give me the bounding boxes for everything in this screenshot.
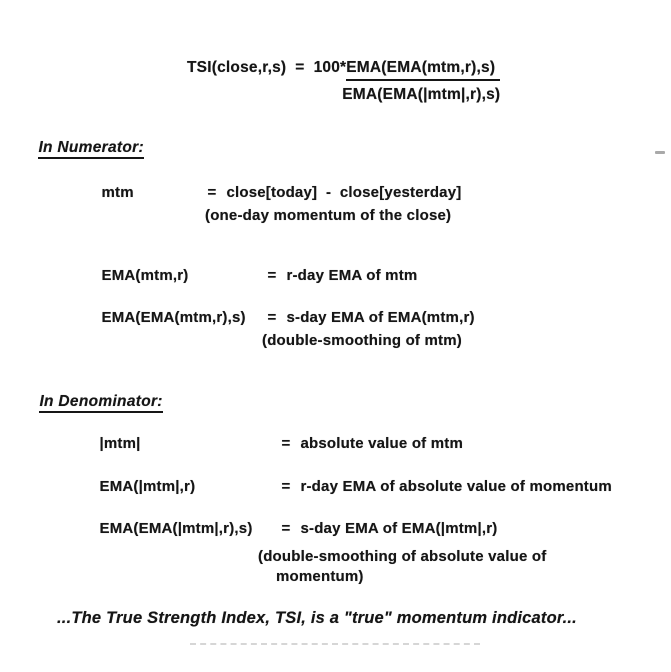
definition-text: s-day EMA of EMA(|mtm|,r) [300,520,498,537]
numerator-heading-text: In Numerator: [38,139,144,159]
term-ema-ema-mtm: EMA(EMA(mtm,r),s) [101,309,246,326]
tsi-formula [187,57,500,105]
definition-text: s-day EMA of EMA(mtm,r) [286,309,475,326]
denominator-heading-text: In Denominator: [39,393,162,413]
equals-sign: = [267,267,277,284]
fraction-denominator: EMA(EMA(|mtm|,r),s) [342,86,501,103]
equals-sign: = [281,520,291,537]
formula-rhs [314,57,501,105]
equals-sign: = [207,184,217,201]
term-ema-abs: EMA(|mtm|,r) [99,478,196,495]
note-double-smoothing-abs-line2: momentum) [276,568,364,585]
scan-artifact-smudge [190,643,480,645]
note-double-smoothing-abs-line1: (double-smoothing of absolute value of [258,548,547,565]
fraction-numerator: EMA(EMA(mtm,r),s) [346,57,500,81]
formula-lhs: TSI(close,r,s) [187,59,287,76]
term-abs-mtm: |mtm| [99,435,141,452]
definition-text: r-day EMA of mtm [286,267,418,284]
note-double-smoothing-mtm: (double-smoothing of mtm) [262,332,462,349]
scan-artifact-dash [655,151,665,154]
equals-sign: = [281,478,291,495]
term-ema-mtm: EMA(mtm,r) [101,267,189,284]
definition-text: close[today] - close[yesterday] [226,184,462,201]
formula-fraction [342,57,501,105]
term-mtm: mtm [101,184,134,201]
note-one-day-momentum: (one-day momentum of the close) [205,207,452,224]
closing-statement: ...The True Strength Index, TSI, is a "true" momentum indicator... [57,609,577,627]
equals-sign: = [267,309,277,326]
definition-text: absolute value of mtm [300,435,464,452]
formula-coefficient: 100* [313,59,347,76]
term-ema-ema-abs: EMA(EMA(|mtm|,r),s) [99,520,253,537]
equals-sign: = [281,435,291,452]
definition-text: r-day EMA of absolute value of momentum [300,478,612,495]
formula-equals-sign: = [295,59,305,76]
